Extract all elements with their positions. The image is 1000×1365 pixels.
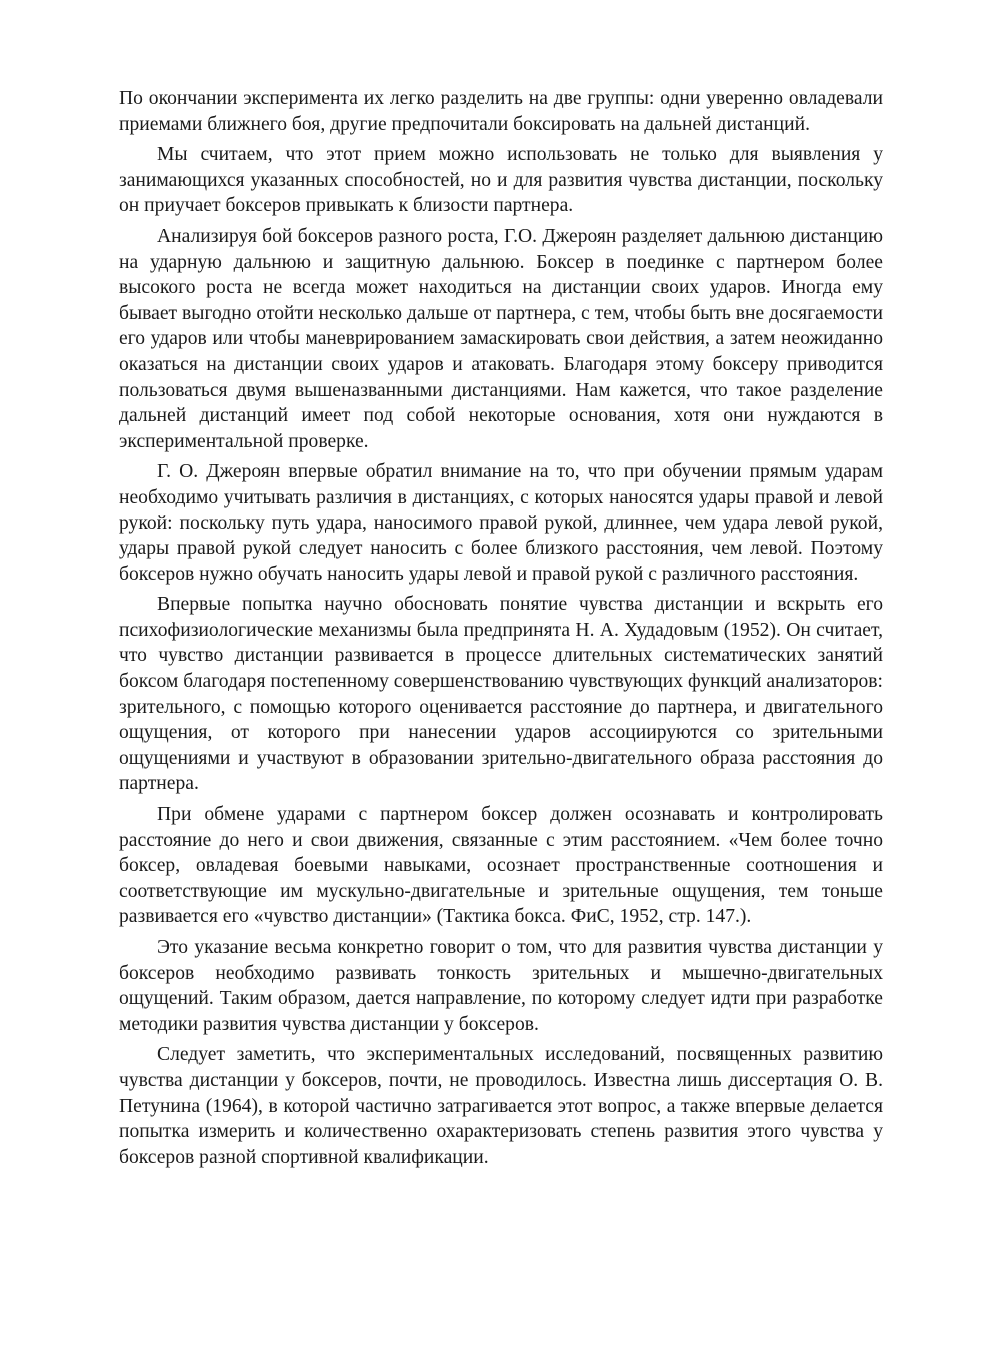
paragraph-6: При обмене ударами с партнером боксер должен осознавать и контролировать расстояние до него и свои движения, связанные с этим расстоянием. «Чем более точно боксер, овладевая боевыми навыками, осознает пространственные соотношения и соответствующие им мускульно-двигательные и зрительные ощущения, тем тоньше развивается его «чувство дистанции» (Тактика бокса. ФиС, 1952, стр. 147.). [119, 804, 883, 928]
paragraph-2: Мы считаем, что этот прием можно использовать не только для выявления у занимающихся указанных способностей, но и для развития чувства дистанции, поскольку он приучает боксеров привыкать к близости партнера. [119, 144, 883, 217]
paragraph-8: Следует заметить, что экспериментальных исследований, посвященных развитию чувства дистанции у боксеров, почти, не проводилось. Известна лишь диссертация О. В. Петунина (1964), в которой частично затрагивается этот вопрос, а также впервые делается попытка измерить и количественно охарактеризовать степень развития этого чувства у боксеров разной спортивной квалификации. [119, 1044, 883, 1168]
paragraph-1: По окончании эксперимента их легко разделить на две группы: одни уверенно овладевали приемами ближнего боя, другие предпочитали боксировать на дальней дистанций. [119, 88, 883, 135]
paragraph-5: Впервые попытка научно обосновать понятие чувства дистанции и вскрыть его психофизиологические механизмы была предпринята Н. А. Худадовым (1952). Он считает, что чувство дистанции развивается в процессе длительных систематических занятий боксом благодаря постепенному совершенствованию чувствующих функций анализаторов: зрительного, с помощью которого оценивается расстояние до партнера, и двигательного ощущения, от которого при нанесении ударов ассоциируются со зрительными ощущениями и участвуют в образовании зрительно-двигательного образа расстояния до партнера. [119, 594, 883, 795]
paragraph-3: Анализируя бой боксеров разного роста, Г.О. Джероян разделяет дальнюю дистанцию на ударную дальнюю и защитную дальнюю. Боксер в поединке с партнером более высокого роста не всегда может находиться на дистанции своих ударов. Иногда ему бывает выгодно отойти несколько дальше от партнера, с тем, чтобы быть вне досягаемости его ударов или чтобы маневрированием замаскировать свои действия, а затем неожиданно оказаться на дистанции своих ударов и атаковать. Благодаря этому боксеру приводится пользоваться двумя вышеназванными дистанциями. Нам кажется, что такое разделение дальней дистанций имеет под собой некоторые основания, хотя они нуждаются в экспериментальной проверке. [119, 225, 883, 452]
paragraph-7: Это указание весьма конкретно говорит о том, что для развития чувства дистанции у боксеров необходимо развивать тонкость зрительных и мышечно-двигательных ощущений. Таким образом, дается направление, по которому следует идти при разработке методики развития чувства дистанции у боксеров. [119, 937, 883, 1035]
document-page [119, 86, 883, 1175]
paragraph-4: Г. О. Джероян впервые обратил внимание на то, что при обучении прямым ударам необходимо учитывать различия в дистанциях, с которых наносятся удары правой и левой рукой: поскольку путь удара, наносимого правой рукой, длиннее, чем удара левой рукой, удары правой рукой следует наносить с более близкого расстояния, чем левой. Поэтому боксеров нужно обучать наносить удары левой и правой рукой с различного расстояния. [119, 461, 883, 585]
